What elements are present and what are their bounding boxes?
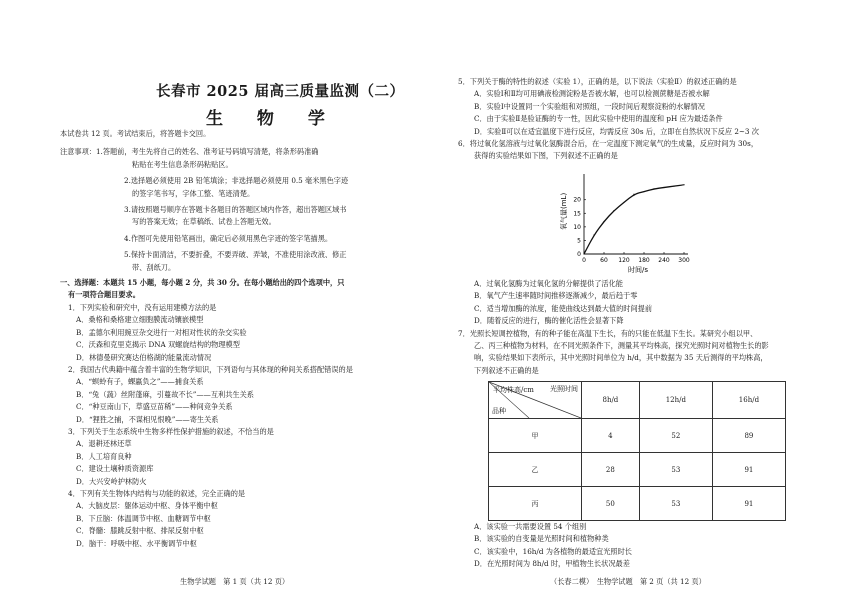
question-6-stem: 获得的实验结果如下图，下列叙述不正确的是 bbox=[474, 151, 618, 161]
x-axis-label: 时间/s bbox=[628, 266, 649, 274]
table-cell: 53 bbox=[639, 453, 712, 487]
table-header-row bbox=[489, 382, 786, 419]
column-header: 12h/d bbox=[639, 382, 712, 419]
q2-option-c: C．“种豆南山下，草盛豆苗稀”——种间竞争关系 bbox=[76, 402, 233, 412]
note-text: 3.请按照题号顺序在答题卡各题目的答题区域内作答，超出答题区域书 bbox=[124, 205, 347, 215]
q5-option-b: B．实验Ⅰ中设置同一个实验组和对照组，一段时间后观察淀粉的水解情况 bbox=[474, 101, 705, 111]
question-7-stem: 响，实验结果如下表所示，其中光照时间单位为 h/d，其中数据为 35 天后测得的平均株高， bbox=[474, 353, 768, 363]
q6-option-a: A．过氧化氢酶为过氧化氢的分解提供了活化能 bbox=[474, 279, 623, 288]
q5-option-c: C．由于实验Ⅱ是验证酶的专一性，因此实验中使用的温度和 pH 应为最适条件 bbox=[474, 114, 723, 124]
note-text: 粘贴在考生信息条形码粘贴区。 bbox=[132, 159, 233, 169]
series-line bbox=[584, 185, 684, 254]
column-header: 8h/d bbox=[582, 382, 640, 419]
question-4-stem: 4．下列有关生物体内结构与功能的叙述，完全正确的是 bbox=[68, 488, 246, 498]
y-tick-label: 20 bbox=[573, 196, 581, 204]
question-1-stem: 1．下列实验和研究中，没有运用建模方法的是 bbox=[68, 302, 217, 312]
q5-option-d: D．实验Ⅱ可以在适宜温度下进行反应，均需反应 30s 后，立即在自然状况下反应 2~3 次 bbox=[474, 126, 759, 136]
q1-option-b: B．孟德尔利用豌豆杂交进行一对相对性状的杂交实验 bbox=[76, 327, 247, 337]
data-point bbox=[653, 188, 654, 189]
q7-options bbox=[458, 521, 808, 571]
page-footer-left: 生物学试题 第 1 页（共 12 页） bbox=[180, 577, 290, 586]
q1-option-a: A．桑格和桑格建立细胞膜流动镶嵌模型 bbox=[76, 315, 204, 325]
note-text: 带、刮纸刀。 bbox=[132, 262, 176, 272]
q7-option-a: A．该实验一共需要设置 54 个组别 bbox=[474, 522, 587, 531]
left-page bbox=[60, 0, 432, 609]
table-cell: 91 bbox=[712, 487, 785, 521]
q3-option-a: A．退耕还林还草 bbox=[76, 439, 132, 449]
corner-bottom-label: 品种 bbox=[492, 407, 506, 415]
y-tick-label: 10 bbox=[573, 223, 581, 231]
instructions-block bbox=[60, 128, 432, 550]
question-2-stem: 2．我国古代典籍中蕴含着丰富的生物学知识，下列语句与其体现的种间关系搭配错误的是 bbox=[68, 364, 353, 374]
q4-option-d: D．脑干：呼吸中枢、水平衡调节中枢 bbox=[76, 538, 197, 548]
q6-option-d: D．随着反应的进行，酶的催化活性会显著下降 bbox=[474, 316, 624, 326]
note-text: 写的答案无效；在草稿纸、试卷上答题无效。 bbox=[132, 217, 276, 227]
data-point bbox=[593, 234, 594, 235]
data-point bbox=[663, 187, 664, 188]
question-6-stem: 6．将过氧化氢溶液与过氧化氢酶混合后，在一定温度下测定氧气的生成量，反应时间为 30s， bbox=[458, 139, 759, 149]
question-7-stem: 乙、丙三种植物为材料，在不同光照条件下，测量其平均株高，探究光照时间对植物生长的影 bbox=[474, 341, 769, 351]
q4-option-a: A．大脑皮层：躯体运动中枢、身体平衡中枢 bbox=[76, 501, 218, 511]
page-footer-right: （长春二模） 生物学试题 第 2 页（共 12 页） bbox=[550, 577, 706, 586]
q5-option-a: A．实验Ⅰ和Ⅱ均可用碘液检测淀粉是否被水解，也可以检测蔗糖是否被水解 bbox=[474, 89, 710, 99]
right-page bbox=[458, 0, 808, 609]
question-3-stem: 3．下列关于生态系统中生物多样性保护措施的叙述，不恰当的是 bbox=[68, 426, 274, 436]
q3-option-c: C．建设土壤种质资源库 bbox=[76, 464, 154, 474]
data-point bbox=[683, 184, 684, 185]
data-point bbox=[583, 253, 584, 254]
y-tick-label: 15 bbox=[573, 210, 581, 218]
notes-label: 注意事项： bbox=[60, 147, 96, 157]
intro-text: 本试卷共 12 页。考试结束后，将答题卡交回。 bbox=[60, 129, 211, 138]
oxygen-chart bbox=[554, 170, 694, 278]
question-7-stem: 下列叙述不正确的是 bbox=[474, 365, 539, 375]
q2-option-b: B．“兔（蔬）丝附蓬麻，引蔓故不长”——互利共生关系 bbox=[76, 389, 254, 399]
section-title: 一、选择题：本题共 15 小题，每小题 2 分，共 30 分。在每小题给出的四个选项中，只 bbox=[60, 278, 345, 288]
data-point bbox=[603, 221, 604, 222]
table-row bbox=[489, 419, 786, 453]
data-point bbox=[613, 210, 614, 211]
q1-option-d: D．林德曼研究赛达伯格湖的能量流动情况 bbox=[76, 352, 212, 362]
y-axis-label: 氧气量(mL) bbox=[560, 192, 568, 230]
q3-option-d: D．大兴安岭护林防火 bbox=[76, 476, 147, 486]
q4-option-b: B．下丘脑：体温调节中枢、血糖调节中枢 bbox=[76, 513, 211, 523]
x-tick-label: 0 bbox=[582, 257, 586, 264]
data-point bbox=[673, 186, 674, 187]
corner-top-label: 光照时间 bbox=[550, 385, 578, 393]
table-row bbox=[489, 453, 786, 487]
section-title: 有一项符合题目要求。 bbox=[68, 290, 140, 300]
x-tick-label: 60 bbox=[600, 257, 608, 264]
row-label: 乙 bbox=[489, 453, 582, 487]
question-7-stem: 7．光照长短调控植物，有的种子能在高温下生长，有的只能在低温下生长。某研究小组以甲、 bbox=[458, 328, 758, 338]
row-label: 甲 bbox=[489, 419, 582, 453]
q5-q6-block bbox=[458, 76, 808, 163]
note-text: 4.作图可先使用铅笔画出，确定后必须用黑色字迹的签字笔描黑。 bbox=[124, 233, 333, 243]
question-5-stem: 5．下列关于酶的特性的叙述（实验 1），正确的是，以下说法（实验Ⅱ）的叙述正确的是 bbox=[458, 77, 737, 86]
note-text: 的签字笔书写，字体工整、笔迹清楚。 bbox=[132, 188, 255, 198]
x-tick-label: 240 bbox=[658, 257, 670, 264]
note-text: 1.答题前，考生先将自己的姓名、准考证号码填写清楚，将条形码准确 bbox=[95, 147, 319, 157]
q2-option-d: D．“狸狌之捕，不谋相见恨晚”——寄生关系 bbox=[76, 414, 219, 424]
q6-option-c: C．适当增加酶的浓度，能使曲线达到最大值的时间提前 bbox=[474, 303, 653, 313]
q4-option-c: C．脊髓：膝跳反射中枢、排尿反射中枢 bbox=[76, 526, 204, 536]
x-tick-label: 120 bbox=[618, 257, 630, 264]
table-cell: 52 bbox=[639, 419, 712, 453]
q6-option-b: B．氧气产生速率随时间推移逐渐减少，最后趋于零 bbox=[474, 291, 638, 301]
data-point bbox=[643, 191, 644, 192]
table-cell: 4 bbox=[582, 419, 640, 453]
x-tick-label: 180 bbox=[638, 257, 650, 264]
q7-option-d: D．在光照时间为 8h/d 时，甲植物生长状况最差 bbox=[474, 559, 630, 569]
q7-option-b: B．该实验的自变量是光照时间和植物种类 bbox=[474, 534, 609, 544]
column-header: 16h/d bbox=[712, 382, 785, 419]
subject-title: 生 物 学 bbox=[206, 109, 339, 129]
y-tick-label: 5 bbox=[577, 237, 581, 245]
data-point bbox=[633, 194, 634, 195]
table-row bbox=[489, 487, 786, 521]
corner-mid-label: 平均株高/cm bbox=[493, 386, 534, 394]
note-text: 5.保持卡面清洁，不要折叠，不要弄破、弄皱，不准使用涂改液、修正 bbox=[124, 250, 347, 260]
q2-option-a: A．“螟蛉有子，蜾蠃负之”——捕食关系 bbox=[76, 377, 204, 387]
table-cell: 53 bbox=[639, 487, 712, 521]
table-corner-cell bbox=[489, 382, 582, 419]
table-cell: 50 bbox=[582, 487, 640, 521]
notes-line-1 bbox=[60, 146, 432, 158]
data-point bbox=[623, 202, 624, 203]
table-cell: 28 bbox=[582, 453, 640, 487]
note-text: 2.选择题必须使用 2B 铅笔填涂；非选择题必须使用 0.5 毫米黑色字迹 bbox=[124, 176, 349, 186]
exam-title: 长春市 2025 届高三质量监测（二） bbox=[156, 83, 405, 100]
y-tick-label: 0 bbox=[577, 251, 581, 258]
q7-option-c: C．该实验中，16h/d 为各植物的最适宜光照时长 bbox=[474, 546, 632, 556]
table-cell: 89 bbox=[712, 419, 785, 453]
q6-q7-block bbox=[458, 278, 808, 377]
row-label: 丙 bbox=[489, 487, 582, 521]
plant-height-table bbox=[488, 381, 786, 521]
table-cell: 91 bbox=[712, 453, 785, 487]
x-tick-label: 300 bbox=[678, 257, 690, 264]
q1-option-c: C．沃森和克里克揭示 DNA 双螺旋结构的物理模型 bbox=[76, 340, 240, 350]
q3-option-b: B．人工培育良种 bbox=[76, 451, 132, 461]
